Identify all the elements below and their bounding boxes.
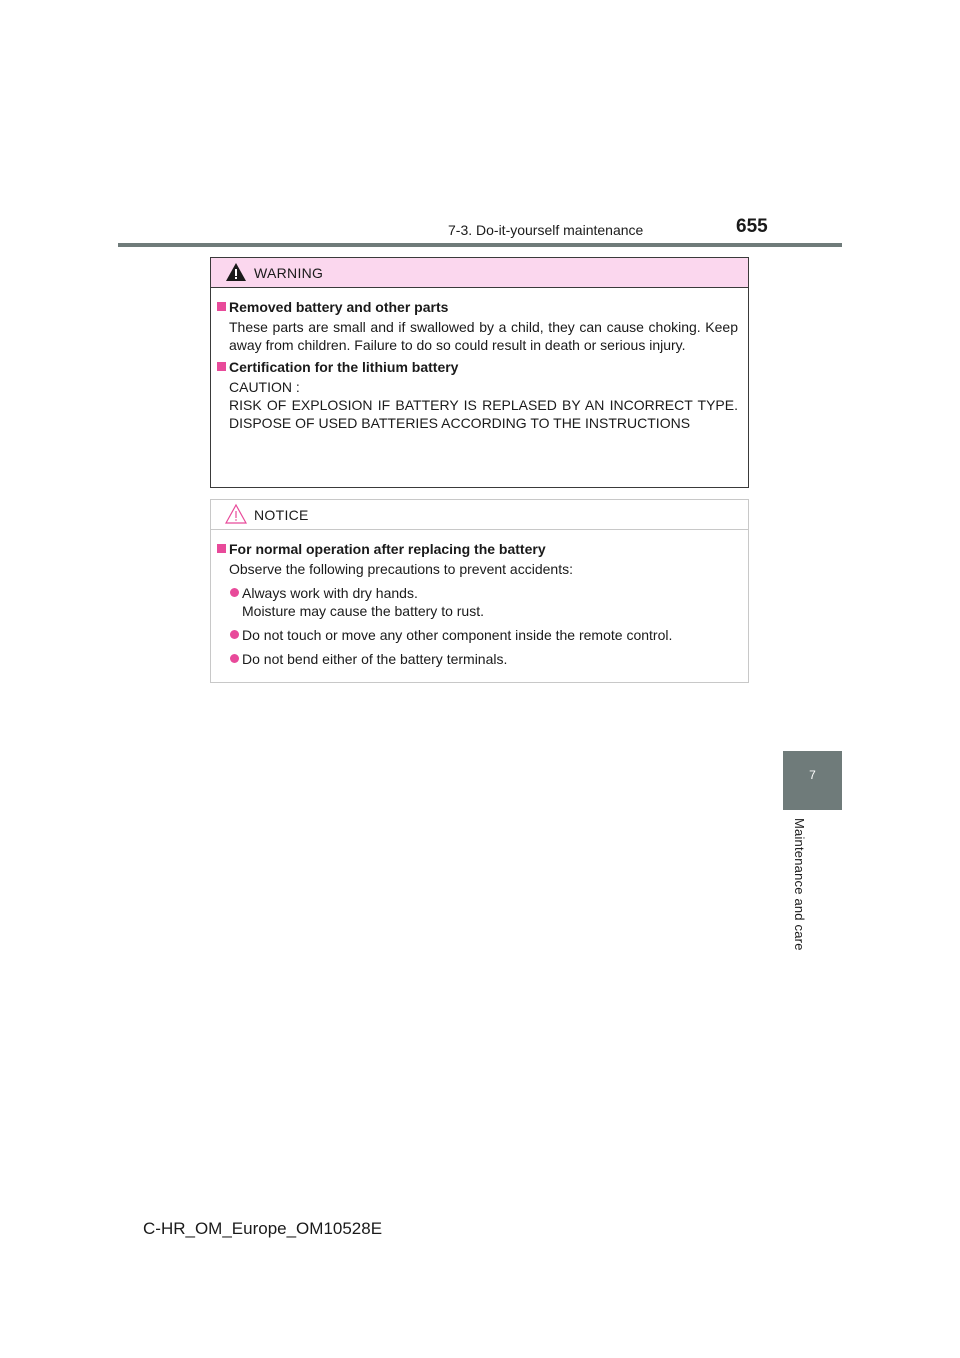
notice-item-title: For normal operation after replacing the battery	[217, 540, 738, 558]
circle-bullet-icon	[230, 630, 239, 639]
page-number: 655	[736, 216, 768, 237]
notice-body	[211, 530, 748, 668]
notice-box	[210, 499, 749, 683]
list-item: Do not bend either of the battery terminals.	[217, 650, 738, 668]
caution-label: CAUTION :	[229, 379, 300, 395]
warning-header	[211, 258, 748, 288]
warning-item-title: Removed battery and other parts	[217, 298, 738, 316]
header-divider	[118, 243, 842, 247]
notice-triangle-icon	[225, 503, 247, 525]
circle-bullet-icon	[230, 654, 239, 663]
warning-triangle-icon	[225, 261, 247, 283]
notice-intro: Observe the following precautions to prevent accidents:	[229, 561, 573, 577]
list-item: Do not touch or move any other component inside the remote control.	[217, 626, 738, 644]
notice-header	[211, 500, 748, 530]
square-bullet-icon	[217, 362, 226, 371]
warning-item-text: These parts are small and if swallowed by a child, they can cause choking. Keep away from children. Failure to do so could result in death or serious injury.	[229, 319, 738, 353]
warning-body	[211, 288, 748, 432]
warning-box	[210, 257, 749, 488]
circle-bullet-icon	[230, 588, 239, 597]
warning-item-text: RISK OF EXPLOSION IF BATTERY IS REPLASED BY AN INCORRECT TYPE. DISPOSE OF USED BATTERIES ACCORDING TO THE INSTRUCTIONS	[229, 397, 738, 431]
notice-label: NOTICE	[254, 507, 309, 523]
chapter-title: Maintenance and care	[792, 818, 807, 951]
section-title: 7-3. Do-it-yourself maintenance	[448, 222, 644, 238]
chapter-number: 7	[809, 768, 816, 782]
square-bullet-icon	[217, 302, 226, 311]
warning-label: WARNING	[254, 265, 324, 281]
warning-item-title: Certification for the lithium battery	[217, 358, 738, 376]
chapter-tab	[783, 751, 842, 810]
document-id: C-HR_OM_Europe_OM10528E	[143, 1219, 383, 1238]
square-bullet-icon	[217, 544, 226, 553]
list-item: Always work with dry hands. Moisture may cause the battery to rust.	[217, 584, 738, 620]
